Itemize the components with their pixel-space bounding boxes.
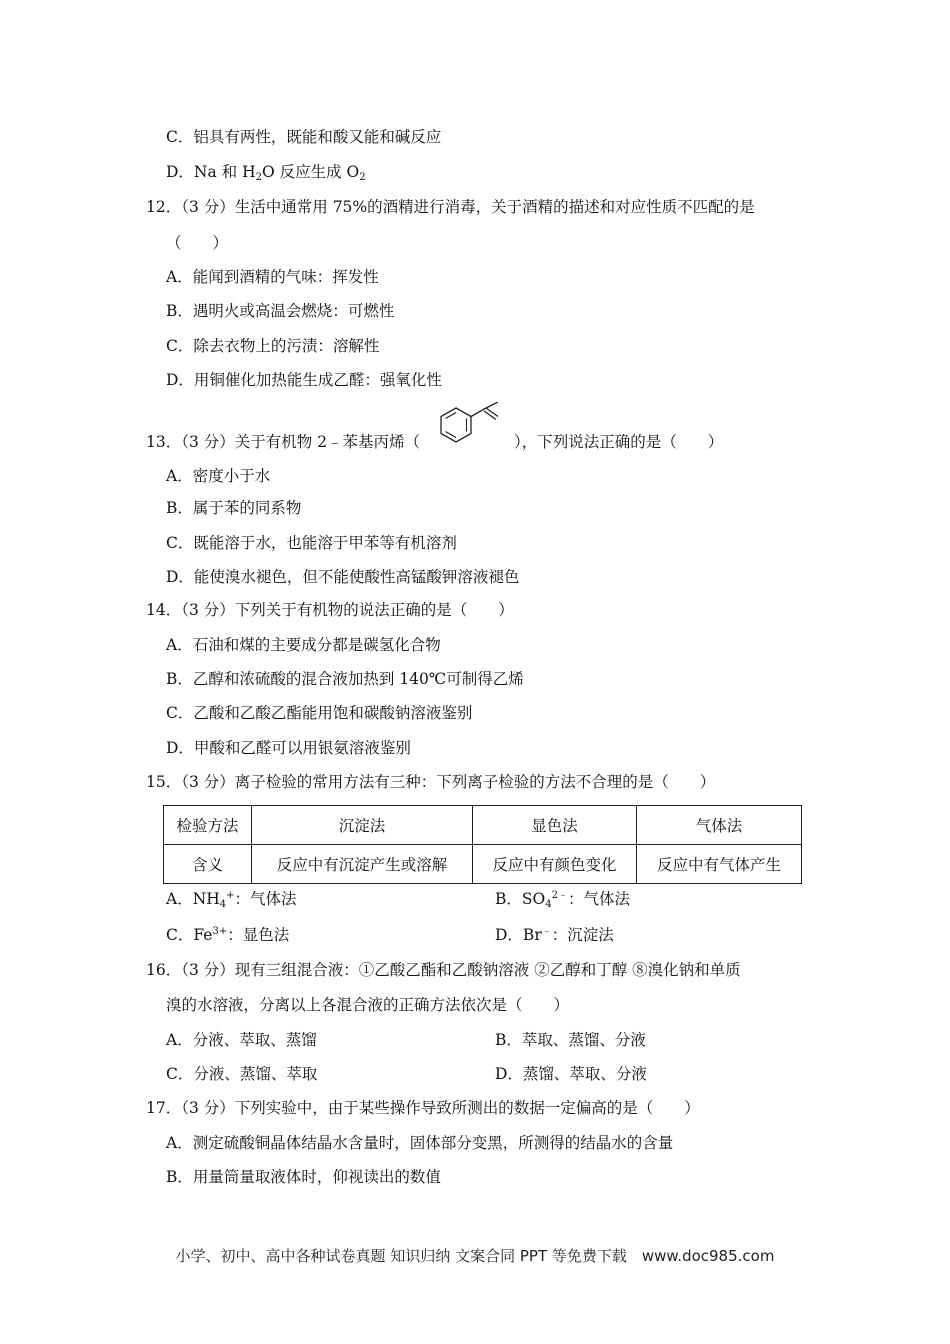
q15-option-a: A．$NH_4^+$：气体法 [166, 890, 297, 910]
q16-option-a: A．分液、萃取、蒸馏 [166, 1031, 317, 1049]
table-cell: 沉淀法 [252, 806, 473, 845]
q12-option-d: D．用铜催化加热能生成乙醛：强氧化性 [166, 371, 442, 389]
q14-option-b: B．乙醇和浓硫酸的混合液加热到 140℃可制得乙烯 [166, 670, 524, 688]
q11-option-d: D．Na 和 $H_2O$ 反应生成 $O_2$ [166, 163, 366, 183]
page-footer: 小学、初中、高中各种试卷真题 知识归纳 文案合同 PPT 等免费下载 www.doc985.com [175, 1247, 775, 1265]
q15-option-d: D．Br﹣：沉淀法 [495, 926, 614, 944]
table-cell: 反应中有沉淀产生或溶解 [252, 845, 473, 884]
table-cell: 气体法 [637, 806, 802, 845]
q14-option-c: C．乙酸和乙酸乙酯能用饱和碳酸钠溶液鉴别 [166, 704, 473, 722]
ion-test-table [163, 805, 802, 884]
q13-option-d: D．能使溴水褪色，但不能使酸性高锰酸钾溶液褪色 [166, 568, 520, 586]
q12-option-a: A．能闻到酒精的气味：挥发性 [166, 268, 379, 286]
table-cell: 检验方法 [164, 806, 252, 845]
q14-stem: 14．（3 分）下列关于有机物的说法正确的是（ ） [146, 601, 514, 619]
q13-option-c: C．既能溶于水，也能溶于甲苯等有机溶剂 [166, 534, 457, 552]
q17-stem: 17．（3 分）下列实验中，由于某些操作导致所测出的数据一定偏高的是（ ） [146, 1099, 700, 1117]
q13-stem-pre: 13．（3 分）关于有机物 2﹣苯基丙烯（ [146, 433, 421, 451]
q13-option-b: B．属于苯的同系物 [166, 499, 302, 517]
q12-option-b: B．遇明火或高温会燃烧：可燃性 [166, 302, 395, 320]
table-header-row [164, 806, 802, 845]
q14-option-d: D．甲酸和乙醛可以用银氨溶液鉴别 [166, 739, 411, 757]
q16-option-b: B．萃取、蒸馏、分液 [495, 1031, 646, 1049]
q17-option-b: B．用量筒量取液体时，仰视读出的数值 [166, 1168, 441, 1186]
q11-option-c: C．铝具有两性，既能和酸又能和碱反应 [166, 128, 442, 146]
q12-option-c: C．除去衣物上的污渍：溶解性 [166, 337, 380, 355]
q14-option-a: A．石油和煤的主要成分都是碳氢化合物 [166, 636, 441, 654]
q15-stem: 15．（3 分）离子检验的常用方法有三种：下列离子检验的方法不合理的是（ ） [146, 773, 716, 791]
q15-option-c: C．$Fe^{3+}$：显色法 [166, 926, 290, 944]
q16-option-c: C．分液、蒸馏、萃取 [166, 1065, 318, 1083]
table-cell: 反应中有颜色变化 [473, 845, 637, 884]
q16-option-d: D．蒸馏、萃取、分液 [495, 1065, 647, 1083]
q16-stem-line1: 16．（3 分）现有三组混合液：①乙酸乙酯和乙酸钠溶液 ②乙醇和丁醇 ⑧溴化钠和单质 [146, 961, 741, 979]
q12-stem: 12．（3 分）生活中通常用 75%的酒精进行消毒，关于酒精的描述和对应性质不匹配的是 [146, 198, 755, 216]
q17-option-a: A．测定硫酸铜晶体结晶水含量时，固体部分变黑，所测得的结晶水的含量 [166, 1134, 674, 1152]
q15-option-b: B．$SO_4^{2﹣}$：气体法 [495, 890, 630, 910]
table-cell: 显色法 [473, 806, 637, 845]
q12-paren: （ ） [166, 234, 229, 252]
q13-stem-post: ），下列说法正确的是（ ） [514, 433, 724, 451]
q13-option-a: A．密度小于水 [166, 467, 271, 485]
table-cell: 含义 [164, 845, 252, 884]
q16-stem-line2: 溴的水溶液，分离以上各混合液的正确方法依次是（ ） [166, 996, 570, 1014]
table-row [164, 845, 802, 884]
table-cell: 反应中有气体产生 [637, 845, 802, 884]
phenylpropene-structure-icon [436, 402, 516, 450]
